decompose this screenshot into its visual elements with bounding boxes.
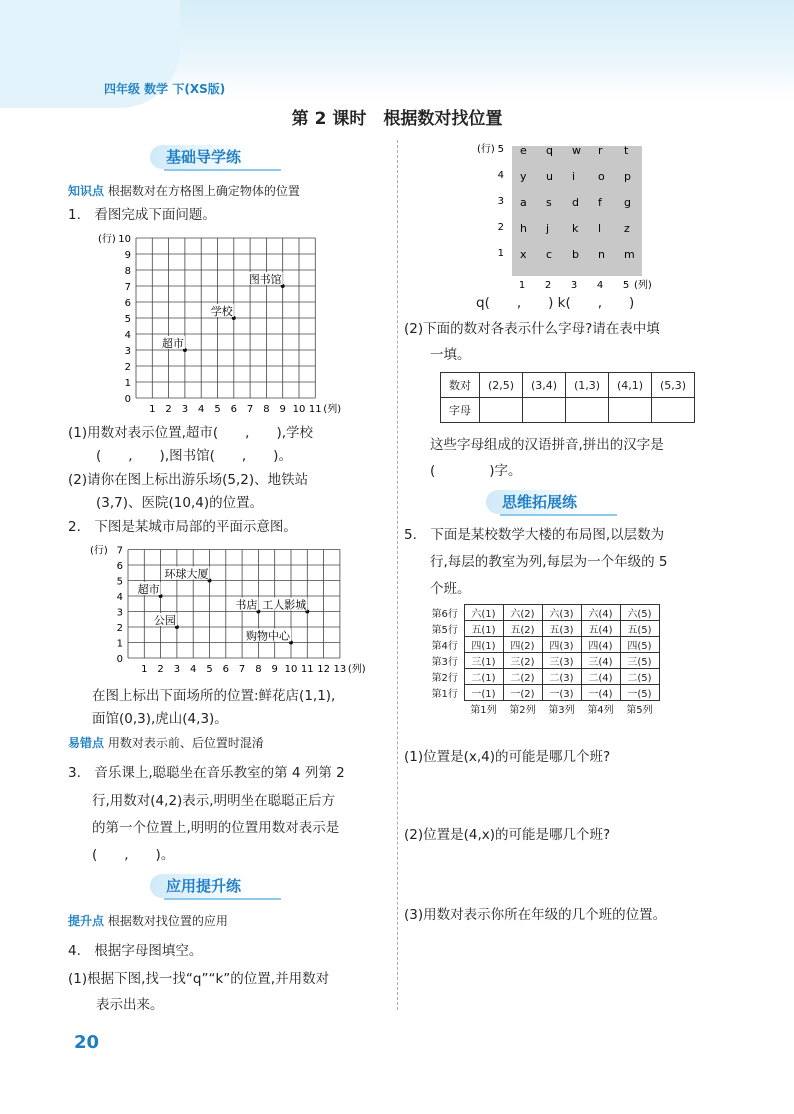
y-tick-label: 10 [118,234,131,245]
location-label: 学校 [210,305,233,318]
pair-cell: (3,4) [523,373,566,398]
q5-sub3: (3)用数对表示你所在年级的几个班的位置。 [404,907,667,923]
section-apply: 应用提升练 [150,874,251,898]
layout-row-label: 第4行 [431,641,458,652]
col-number: 2 [544,280,552,291]
x-tick-label: 7 [238,664,246,675]
classroom-cell: 三(1) [464,653,503,669]
page-number: 20 [74,1032,100,1053]
q1-sub1-b: ( , ),图书馆( , )。 [96,448,292,464]
classroom-cell: 一(1) [464,685,503,701]
pair-cell: (2,5) [480,373,523,398]
col-number: 5 [622,280,630,291]
location-label: 购物中心 [246,629,290,643]
classroom-cell: 六(3) [542,605,581,621]
letter-cell: m [624,248,635,261]
classroom-cell: 三(5) [620,653,659,669]
classroom-cell: 五(3) [542,621,581,637]
letter-cell: x [520,248,527,261]
layout-col-label: 第3列 [548,705,575,716]
classroom-cell: 三(4) [581,653,620,669]
y-tick-label: 1 [124,378,131,389]
layout-col-label: 第2列 [509,705,536,716]
section-expand: 思维拓展练 [486,490,587,514]
classroom-cell: 五(1) [464,621,503,637]
q5-sub2: (2)位置是(4,x)的可能是哪几个班? [404,827,611,843]
chart2-grid [88,538,378,680]
q1-stem: 1. 看图完成下面问题。 [68,207,216,223]
x-tick-label: 8 [263,404,270,415]
letter-cell: i [572,170,576,183]
row-number: 4 [497,170,504,181]
q3-line-c: 的第一个位置上,明明的位置用数对表示是 [92,820,340,836]
classroom-cell: 四(5) [620,637,659,653]
y-tick-label: 4 [116,592,123,603]
x-tick-label: 2 [165,404,172,415]
y-tick-label: 2 [124,362,131,373]
classroom-cell: 二(1) [464,669,503,685]
classroom-cell: 一(5) [620,685,659,701]
grade-label: 四年级 数学 下(XS版) [104,82,226,96]
column-divider [397,140,398,1010]
classroom-cell: 四(1) [464,637,503,653]
q5-line-c: 个班。 [430,581,471,597]
pair-cell: (1,3) [566,373,609,398]
q4-after-b: ( )字。 [430,463,522,479]
section-basic: 基础导学练 [150,145,251,169]
classroom-cell: 六(1) [464,605,503,621]
letter-grid [470,138,690,291]
x-axis-label: (列) [634,280,652,291]
x-tick-label: 8 [255,664,262,675]
x-tick-label: 11 [300,664,314,675]
classroom-cell: 二(4) [581,669,620,685]
letters-answer: q( , ) k( , ) [476,295,635,311]
classroom-cell: 二(2) [503,669,542,685]
letter-cell: f [598,196,602,209]
col-number: 4 [596,280,604,291]
row-number: 3 [497,196,504,207]
knowledge-point [68,182,300,199]
col-number: 1 [518,280,526,291]
x-axis-label: (列) [323,404,342,415]
x-axis-label: (列) [347,664,366,675]
classroom-cell: 四(3) [542,637,581,653]
classroom-cell: 四(4) [581,637,620,653]
classroom-cell: 五(2) [503,621,542,637]
classroom-cell: 一(3) [542,685,581,701]
location-label: 书店 [235,598,258,612]
page-title: 第 2 课时 根据数对找位置 [291,109,503,129]
y-tick-label: 5 [116,576,123,588]
classroom-cell: 六(4) [581,605,620,621]
letter-answer-cell[interactable] [652,398,695,423]
pairs-table-row-label: 字母 [441,398,480,423]
y-tick-label: 7 [116,545,123,557]
row-number: 2 [497,222,504,233]
letter-cell: a [520,196,527,209]
letter-answer-cell[interactable] [523,398,566,423]
q4-stem: 4. 根据字母图填空。 [68,943,203,959]
q1-sub2-a: (2)请你在图上标出游乐场(5,2)、地铁站 [68,472,309,488]
location-label: 工人影城 [262,598,307,612]
layout-row-label: 第3行 [431,657,458,668]
letter-cell: g [624,196,631,209]
q5-sub1: (1)位置是(x,4)的可能是哪几个班? [404,749,611,765]
upgrade-point-tag: 提升点 [68,914,105,928]
x-tick-label: 2 [157,664,164,675]
x-tick-label: 13 [333,664,347,675]
letter-cell: t [624,144,629,157]
y-tick-label: 6 [124,298,131,309]
q3-line-a: 3. 音乐课上,聪聪坐在音乐教室的第 4 列第 2 [68,765,345,781]
layout-col-label: 第4列 [587,705,614,716]
x-tick-label: 6 [230,404,237,415]
letter-cell: r [598,144,603,157]
x-tick-label: 3 [173,664,181,675]
x-tick-label: 10 [284,664,298,675]
y-tick-label: 6 [116,561,123,572]
knowledge-point-tag: 知识点 [68,184,105,198]
pairs-table-header: 数对 [441,373,480,398]
x-tick-label: 7 [246,404,254,415]
letter-cell: p [624,170,631,183]
x-tick-label: 1 [149,404,156,415]
error-point-text: 用数对表示前、后位置时混淆 [107,736,264,750]
col-number: 3 [570,280,578,291]
letter-cell: q [546,144,553,157]
q2-text-b: 面馆(0,3),虎山(4,3)。 [92,711,228,727]
y-tick-label: 2 [116,623,123,634]
q4-sub2-b: 一填。 [430,347,471,363]
x-tick-label: 9 [279,404,286,415]
q2-stem: 2. 下图是某城市局部的平面示意图。 [68,519,297,535]
x-tick-label: 11 [308,404,322,415]
letter-answer-cell[interactable] [566,398,609,423]
classroom-cell: 一(2) [503,685,542,701]
x-tick-label: 9 [271,664,278,675]
x-tick-label: 4 [198,404,205,415]
letter-cell: j [546,222,550,235]
y-axis-label: (行) [90,545,108,557]
q1-sub2-b: (3,7)、医院(10,4)的位置。 [96,495,264,511]
letter-answer-cell[interactable] [609,398,652,423]
letter-cell: o [598,170,605,183]
y-tick-label: 0 [124,394,131,405]
q4-after-a: 这些字母组成的汉语拼音,拼出的汉字是 [430,437,664,453]
letter-cell: d [572,196,579,209]
q5-line-b: 行,每层的教室为列,每层为一个年级的 5 [430,554,668,570]
x-tick-label: 1 [141,664,148,675]
q2-text-a: 在图上标出下面场所的位置:鲜花店(1,1), [92,688,336,704]
y-tick-label: 7 [124,282,131,293]
x-tick-label: 10 [292,404,306,415]
letter-cell: z [624,222,630,235]
q4-sub2-a: (2)下面的数对各表示什么字母?请在表中填 [404,321,660,337]
location-label: 超市 [161,337,184,350]
layout-table [426,604,660,716]
q1-sub1-a: (1)用数对表示位置,超市( , ),学校 [68,425,314,441]
q3-line-b: 行,用数对(4,2)表示,明明坐在聪聪正后方 [92,793,336,809]
x-tick-label: 6 [222,664,229,675]
location-label: 超市 [137,583,160,596]
classroom-cell: 六(5) [620,605,659,621]
y-tick-label: 8 [124,266,131,277]
classroom-cell: 一(4) [581,685,620,701]
classroom-cell: 五(4) [581,621,620,637]
location-label: 环球大厦 [164,567,209,581]
pair-cell: (5,3) [652,373,695,398]
x-tick-label: 5 [214,404,221,415]
chart1-grid [88,228,368,418]
y-tick-label: 1 [116,638,123,650]
pair-cell: (4,1) [609,373,652,398]
letter-cell: k [572,222,579,235]
letter-cell: y [520,170,527,183]
upgrade-point [68,912,228,929]
layout-row-label: 第5行 [431,625,458,636]
y-tick-label: 3 [116,607,123,619]
building-layout [426,604,660,716]
layout-col-label: 第1列 [470,705,497,716]
layout-row-label: 第1行 [431,689,458,700]
letter-cell: s [546,196,552,209]
row-number: 5 [497,144,504,155]
letter-cell: b [572,248,579,261]
location-label: 图书馆 [248,273,282,286]
classroom-cell: 二(3) [542,669,581,685]
q5-line-a: 5. 下面是某校数学大楼的布局图,以层数为 [404,527,665,543]
classroom-cell: 二(5) [620,669,659,685]
x-tick-label: 4 [190,664,197,675]
y-tick-label: 9 [124,250,131,261]
y-tick-label: 3 [124,346,131,357]
letter-cell: w [572,144,581,157]
classroom-cell: 四(2) [503,637,542,653]
y-tick-label: 0 [116,654,123,665]
classroom-cell: 三(2) [503,653,542,669]
location-label: 公园 [153,614,176,627]
q3-line-d: ( , )。 [92,847,175,863]
y-axis-label: (行) [98,234,116,245]
y-tick-label: 4 [124,330,131,341]
error-point-tag: 易错点 [68,736,105,750]
layout-col-label: 第5列 [626,705,653,716]
upgrade-point-text: 根据数对找位置的应用 [107,914,228,928]
q4-sub1-b: 表示出来。 [96,997,164,1013]
x-tick-label: 5 [206,664,213,675]
knowledge-point-text: 根据数对在方格图上确定物体的位置 [107,184,300,198]
layout-corner [426,701,464,717]
y-tick-label: 5 [124,314,131,325]
classroom-cell: 五(5) [620,621,659,637]
letter-answer-cell[interactable] [480,398,523,423]
x-tick-label: 3 [181,404,189,415]
layout-row-label: 第2行 [431,673,458,684]
classroom-cell: 六(2) [503,605,542,621]
layout-row-label: 第6行 [431,609,458,620]
pairs-table [440,372,695,423]
letter-cell: h [520,222,527,235]
y-axis-label: (行) [477,144,495,155]
letter-cell: n [598,248,605,261]
error-point [68,734,264,751]
letter-cell: l [598,222,602,235]
letter-cell: e [520,144,527,157]
classroom-cell: 三(3) [542,653,581,669]
x-tick-label: 12 [317,664,330,675]
row-number: 1 [497,248,504,259]
letter-cell: u [546,170,553,183]
q4-sub1-a: (1)根据下图,找一找“q”“k”的位置,并用数对 [68,971,330,987]
letter-cell: c [546,248,553,261]
